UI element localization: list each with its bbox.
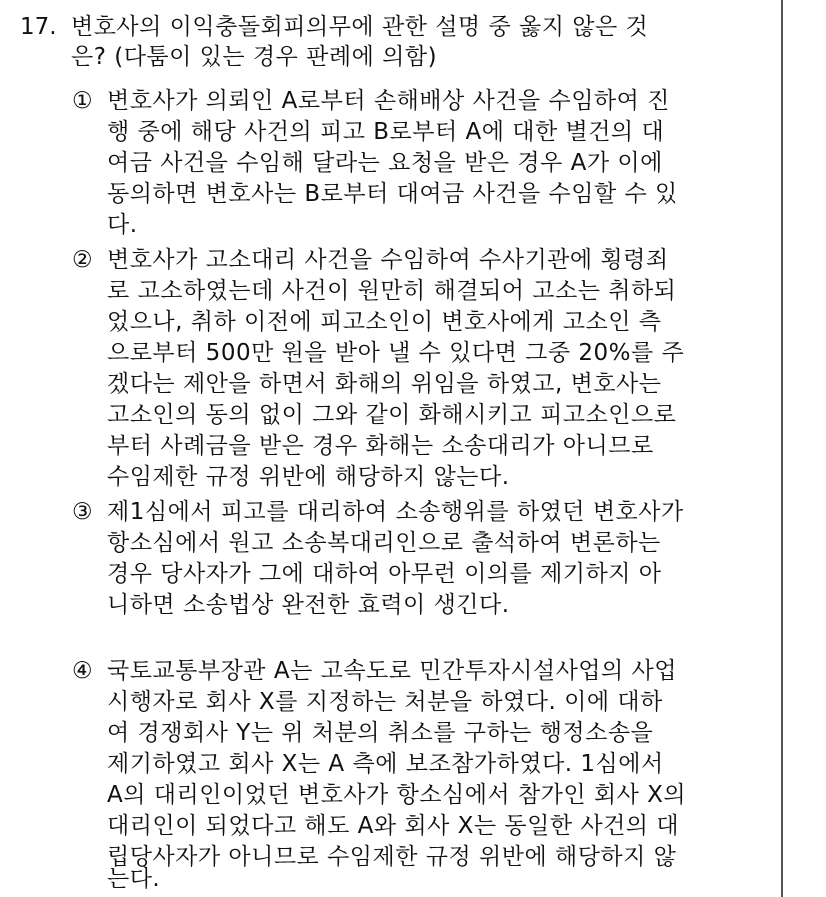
option-4-line: A의 대리인이었던 변호사가 항소심에서 참가인 회사 X의 — [107, 782, 687, 808]
page-right-border — [781, 0, 783, 897]
question-stem-line: 은? (다툼이 있는 경우 판례에 의함) — [71, 44, 438, 70]
option-4-line: 여 경쟁회사 Y는 위 처분의 취소를 구하는 행정소송을 — [107, 720, 654, 746]
question-number: 17. — [20, 14, 57, 40]
option-2-line: 으로부터 500만 원을 받아 낼 수 있다면 그중 20%를 주 — [107, 340, 685, 366]
option-4-line: 대리인이 되었다고 해도 A와 회사 X는 동일한 사건의 대 — [107, 813, 680, 839]
option-3-line: 니하면 소송법상 완전한 효력이 생긴다. — [107, 592, 510, 618]
option-2-line: 었으나, 취하 이전에 피고소인이 변호사에게 고소인 측 — [107, 309, 662, 335]
option-1-line: 변호사가 의뢰인 A로부터 손해배상 사건을 수임하여 진 — [107, 88, 670, 114]
option-2-line: 부터 사례금을 받은 경우 화해는 소송대리가 아니므로 — [107, 433, 654, 459]
option-2-line: 겠다는 제안을 하면서 화해의 위임을 하였고, 변호사는 — [107, 371, 662, 397]
option-3-line: 항소심에서 원고 소송복대리인으로 출석하여 변론하는 — [107, 530, 661, 556]
option-3-line: 제1심에서 피고를 대리하여 소송행위를 하였던 변호사가 — [107, 499, 684, 525]
option-4-line: 시행자로 회사 X를 지정하는 처분을 하였다. 이에 대하 — [107, 689, 663, 715]
question-stem-line: 변호사의 이익충돌회피의무에 관한 설명 중 옳지 않은 것 — [71, 14, 649, 40]
option-4-line: 립당사자가 아니므로 수임제한 규정 위반에 해당하지 않 — [107, 844, 677, 870]
option-4-line: 제기하였고 회사 X는 A 측에 보조참가하였다. 1심에서 — [107, 751, 664, 777]
option-3-marker: ③ — [72, 499, 93, 525]
option-2-line: 고소인의 동의 없이 그와 같이 화해시키고 피고소인으로 — [107, 402, 677, 428]
option-2-line: 수임제한 규정 위반에 해당하지 않는다. — [107, 464, 510, 490]
option-1-line: 여금 사건을 수임해 달라는 요청을 받은 경우 A가 이에 — [107, 150, 663, 176]
option-4-line: 는다. — [107, 866, 161, 892]
option-4-marker: ④ — [72, 658, 93, 684]
option-1-line: 다. — [107, 212, 138, 238]
option-1-marker: ① — [72, 88, 93, 114]
option-1-line: 행 중에 해당 사건의 피고 B로부터 A에 대한 별건의 대 — [107, 119, 665, 145]
option-2-marker: ② — [72, 247, 93, 273]
option-2-line: 변호사가 고소대리 사건을 수임하여 수사기관에 횡령죄 — [107, 247, 669, 273]
option-4-line: 국토교통부장관 A는 고속도로 민간투자시설사업의 사업 — [107, 658, 677, 684]
option-1-line: 동의하면 변호사는 B로부터 대여금 사건을 수임할 수 있 — [107, 181, 678, 207]
option-3-line: 경우 당사자가 그에 대하여 아무런 이의를 제기하지 아 — [107, 561, 662, 587]
option-2-line: 로 고소하였는데 사건이 원만히 해결되어 고소는 취하되 — [107, 278, 677, 304]
